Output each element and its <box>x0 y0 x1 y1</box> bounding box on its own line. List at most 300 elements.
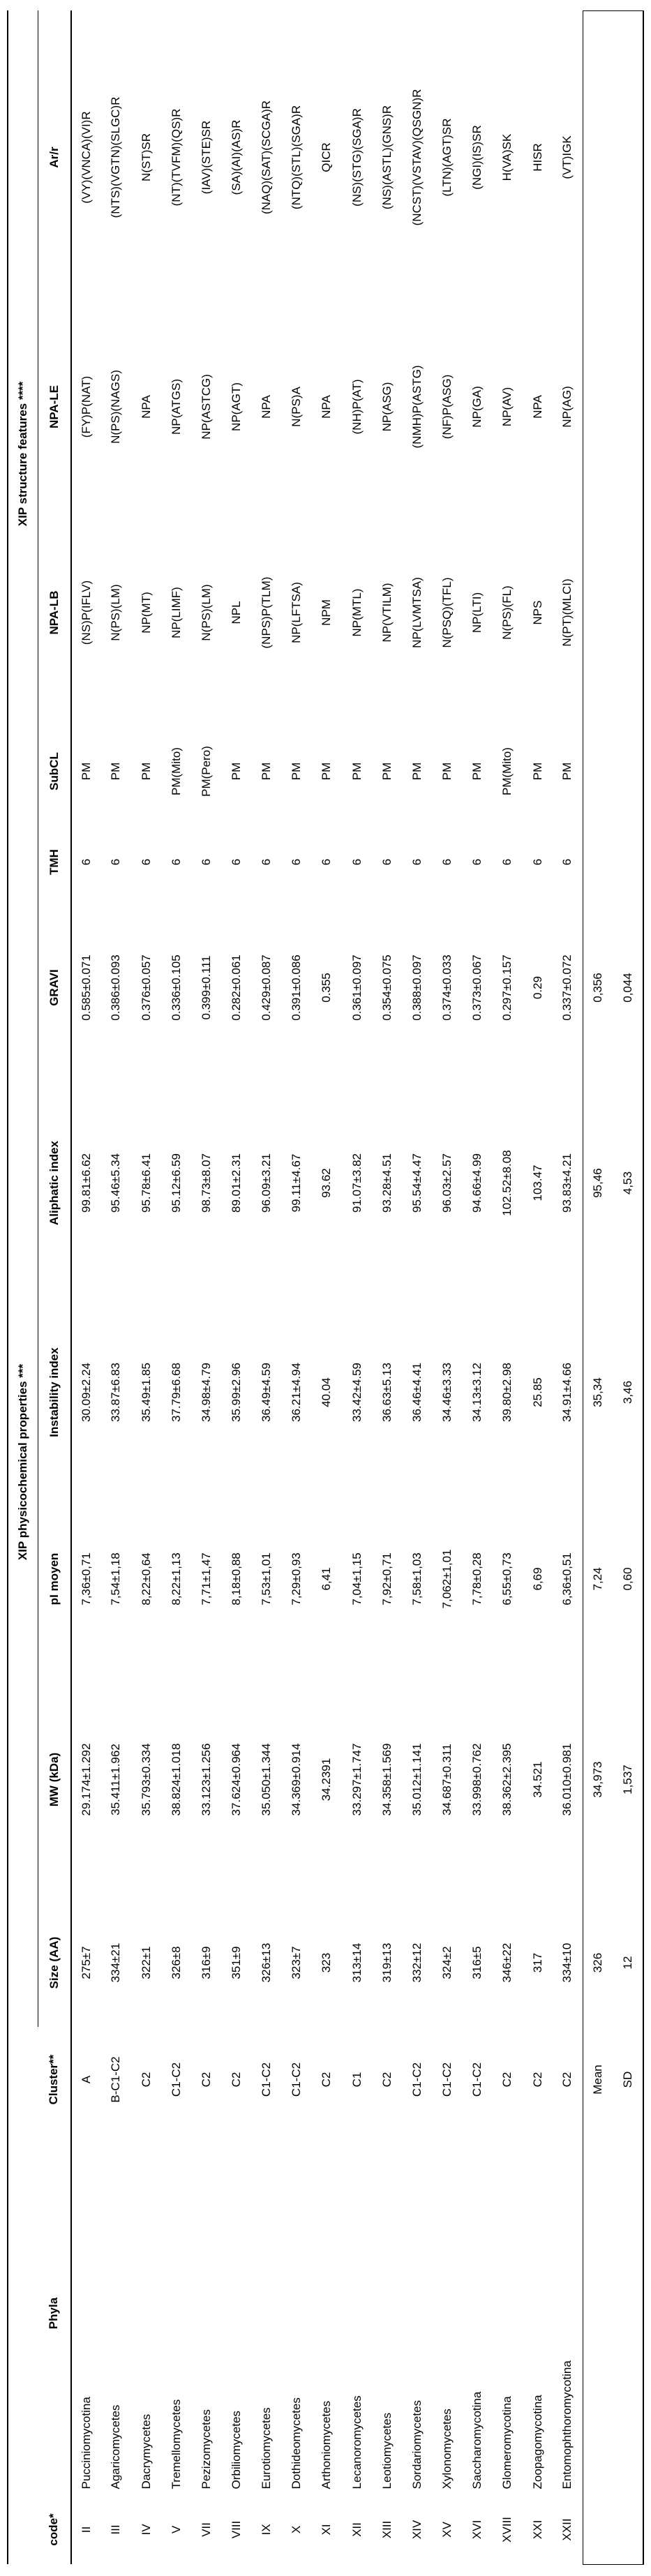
table-cell: 0.399±0.111 <box>199 955 213 1020</box>
table-cell: 6 <box>169 858 183 866</box>
group-header-row <box>8 10 38 2564</box>
table-cell: 6,36±0,51 <box>560 1552 574 1605</box>
table-cell: 7,71±1,47 <box>199 1552 213 1605</box>
table-cell: 12 <box>613 1899 643 2028</box>
table-cell: (NTQ)(STL)(SGA)R <box>290 105 304 210</box>
table-cell: NP(VTILM) <box>380 583 394 643</box>
table-cell: 0,356 <box>583 897 613 1079</box>
table-cell: 7,24 <box>583 1497 613 1661</box>
table-cell: NP(LTI) <box>470 592 484 634</box>
table-cell: (NS)(STG)(SGA)R <box>350 108 364 207</box>
table-cell: C1-C2 <box>260 2062 274 2097</box>
table-cell: 0.391±0.086 <box>290 954 304 1021</box>
table-cell: 35.411±1.962 <box>109 1744 123 1815</box>
table-cell: (NTS)(VGTN)(SLGC)R <box>109 96 123 218</box>
table-cell: 99.81±6.62 <box>79 1153 93 1213</box>
table-cell: VII <box>199 2522 213 2537</box>
table-cell: 89.01±2.31 <box>230 1153 244 1213</box>
table-cell: 275±7 <box>79 1946 93 1979</box>
table-cell: C1-C2 <box>440 2062 454 2097</box>
table-cell: NP(ASG) <box>380 382 394 432</box>
phyla-cell: Entomophthoromycotina <box>560 2360 574 2489</box>
table-cell: NP(MTL) <box>350 588 364 637</box>
table-cell: C1-C2 <box>410 2062 424 2097</box>
table-cell: 6 <box>320 858 334 866</box>
table-cell: 6 <box>260 858 274 866</box>
table-cell: C2 <box>139 2072 153 2088</box>
table-cell: 0.373±0.067 <box>470 954 484 1021</box>
table-cell: 317 <box>530 1952 544 1973</box>
phyla-cell: Leotiomycetes <box>380 2412 394 2489</box>
phyla-cell <box>583 2132 613 2495</box>
table-cell: 35.793±0.334 <box>139 1743 153 1816</box>
group-header-spacer <box>8 2028 38 2565</box>
table-cell: N(PT)(MLCI) <box>560 578 574 647</box>
table-row <box>342 10 372 2564</box>
table-cell: (NH)P(AT) <box>350 379 364 435</box>
table-cell: PM <box>230 762 244 781</box>
table-cell: (SA)(AI)(AS)R <box>230 119 244 195</box>
table-cell: N(PS)(NAGS) <box>109 370 123 444</box>
table-row <box>71 10 101 2564</box>
table-cell: 95.46±5.34 <box>109 1153 123 1213</box>
table-cell: III <box>109 2524 123 2535</box>
phyla-cell: Xylonomycetes <box>440 2409 454 2489</box>
table-row <box>131 10 161 2564</box>
table-cell: PM <box>290 762 304 781</box>
phyla-cell: Glomeromycotina <box>500 2396 514 2489</box>
phyla-cell: Sordariomycetes <box>410 2399 424 2489</box>
table-cell: 323±7 <box>290 1946 304 1979</box>
table-cell: 0.361±0.097 <box>350 954 364 1021</box>
table-cell: (NMH)P(ASTG) <box>410 365 424 449</box>
table-cell: 7,04±1,15 <box>350 1552 364 1605</box>
table-row <box>252 10 282 2564</box>
table-cell: 334±21 <box>109 1942 123 1983</box>
table-cell: PM <box>109 762 123 781</box>
table-cell: NP(LVMTSA) <box>410 577 424 648</box>
table-cell: 326 <box>583 1899 613 2028</box>
table-cell: A <box>79 2075 93 2084</box>
table-cell: 332±12 <box>410 1942 424 1983</box>
table-cell: 351±9 <box>230 1946 244 1979</box>
table-cell: PM <box>139 762 153 781</box>
table-cell <box>583 716 613 828</box>
table-header <box>8 10 71 2564</box>
table-cell: 96.03±2.57 <box>440 1153 454 1213</box>
table-cell: 6 <box>500 858 514 866</box>
table-cell: N(PS)A <box>290 387 304 427</box>
table-cell: 316±9 <box>199 1946 213 1979</box>
table-cell: V <box>169 2525 183 2534</box>
table-cell: 0.336±0.105 <box>169 954 183 1021</box>
table-cell: 0,044 <box>613 897 643 1079</box>
table-cell: 8,22±0,64 <box>139 1552 153 1605</box>
table-cell: (LTN)(AGT)SR <box>440 118 454 197</box>
table-cell: C1-C2 <box>290 2062 304 2097</box>
table-cell: VIII <box>230 2520 244 2539</box>
table-cell: 346±22 <box>500 1942 514 1983</box>
phyla-cell <box>613 2132 643 2495</box>
table-cell: N(PS)(FL) <box>500 585 514 640</box>
table-cell: 95.78±6.41 <box>139 1153 153 1213</box>
table-cell <box>583 510 613 716</box>
table-cell: 7,58±1,03 <box>410 1552 424 1605</box>
table-cell: 6 <box>380 858 394 866</box>
table-cell: PM <box>440 762 454 781</box>
table-cell <box>613 10 643 304</box>
table-cell: H(VA)SK <box>500 133 514 181</box>
table-cell: 334±10 <box>560 1942 574 1983</box>
table-row <box>493 10 523 2564</box>
table-cell: N(ST)SR <box>139 133 153 181</box>
table-cell: NPA <box>139 395 153 419</box>
table-cell: C1 <box>350 2072 364 2088</box>
table-cell: XI <box>320 2524 334 2536</box>
table-cell: 7,29±0,93 <box>290 1552 304 1605</box>
table-cell: 93.28±4.51 <box>380 1153 394 1213</box>
table-cell: NP(ATGS) <box>169 379 183 435</box>
table-cell: 7,92±0,71 <box>380 1552 394 1605</box>
table-cell: 37.79±6.68 <box>169 1363 183 1422</box>
table-cell: 322±1 <box>139 1946 153 1979</box>
table-cell: 0.374±0.033 <box>440 954 454 1021</box>
column-header: Size (AA) <box>38 1899 72 2028</box>
table-cell: XVIII <box>500 2517 514 2543</box>
table-cell: (VT)IGK <box>560 135 574 179</box>
table-cell: 34.2391 <box>320 1758 334 1802</box>
table-cell: 36.49±4.59 <box>260 1363 274 1422</box>
table-cell: QICR <box>320 142 334 172</box>
table-cell: 34.687±0.311 <box>440 1744 454 1815</box>
table-cell: 30.09±2.24 <box>79 1363 93 1422</box>
table-cell: 6 <box>560 858 574 866</box>
table-cell: PM(Mito) <box>169 747 183 795</box>
table-row <box>222 10 252 2564</box>
table-cell: NP(GA) <box>470 386 484 428</box>
table-cell: C2 <box>500 2072 514 2088</box>
table-cell: 326±13 <box>260 1942 274 1983</box>
table-cell: 93.83±4.21 <box>560 1153 574 1213</box>
table-cell: 3,46 <box>613 1288 643 1497</box>
table-cell: 6,55±0,73 <box>500 1552 514 1605</box>
table-cell: (NGI)(IS)SR <box>470 125 484 190</box>
table-cell: 102.52±8.08 <box>500 1150 514 1216</box>
table-cell: XIV <box>410 2519 424 2540</box>
table-cell: 34.369±0.914 <box>290 1743 304 1816</box>
table-cell: NP(LFTSA) <box>290 582 304 643</box>
table-cell: 94.66±4.99 <box>470 1153 484 1213</box>
table-cell: HISR <box>530 143 544 172</box>
table-cell: NPL <box>230 601 244 624</box>
table-cell: (NAQ)(SAT)(SCGA)R <box>260 100 274 215</box>
table-cell: NPS <box>530 600 544 625</box>
table-cell: 0.297±0.157 <box>500 954 514 1021</box>
column-header: TMH <box>38 828 72 897</box>
column-header: Phyla <box>38 2132 72 2495</box>
table-cell: C1-C2 <box>470 2062 484 2097</box>
table-cell: (VY)(VNCA)(VI)R <box>79 111 93 204</box>
table-body <box>71 10 643 2564</box>
table-cell: (NT)(TVFM)(QS)R <box>169 108 183 207</box>
phyla-cell: Dacrymycetes <box>139 2413 153 2489</box>
table-cell: 6 <box>530 858 544 866</box>
table-cell: 33.998±0.762 <box>470 1743 484 1816</box>
phyla-cell: Eurotiomycetes <box>260 2407 274 2489</box>
table-cell: 35.012±1.141 <box>410 1743 424 1816</box>
table-cell: NPA <box>530 395 544 419</box>
table-cell: 6 <box>410 858 424 866</box>
table-cell: C2 <box>320 2072 334 2088</box>
table-cell: 6 <box>230 858 244 866</box>
table-row <box>101 10 131 2564</box>
table-cell: C2 <box>199 2072 213 2088</box>
table-cell: NP(ASTCG) <box>199 374 213 440</box>
table-cell: 25.85 <box>530 1377 544 1407</box>
column-header: Aliphatic index <box>38 1079 72 1288</box>
table-cell <box>613 510 643 716</box>
column-header-row <box>38 10 72 2564</box>
table-cell: 316±5 <box>470 1946 484 1979</box>
table-cell: 39.80±2.98 <box>500 1363 514 1422</box>
table-cell: 7,062±1,01 <box>440 1549 454 1609</box>
table-cell: PM <box>320 762 334 781</box>
table-cell: 38.824±1.018 <box>169 1743 183 1816</box>
table-cell: 1,537 <box>613 1661 643 1899</box>
xip-properties-table <box>7 10 644 2565</box>
table-cell: (FY)P(NAT) <box>79 375 93 438</box>
table-cell: C2 <box>560 2072 574 2088</box>
column-header: NPA-LB <box>38 510 72 716</box>
table-cell: 96.09±3.21 <box>260 1153 274 1213</box>
phyla-cell: Zoopagomycotina <box>530 2395 544 2489</box>
table-cell: 0.29 <box>530 975 544 1000</box>
table-cell: 0.354±0.075 <box>380 954 394 1021</box>
column-header: Instability index <box>38 1288 72 1497</box>
table-cell: 323 <box>320 1952 334 1973</box>
phyla-cell: Lecanoromycetes <box>350 2395 364 2489</box>
table-cell: (NS)(ASTL)(GNS)R <box>380 105 394 210</box>
table-cell: 34,973 <box>583 1661 613 1899</box>
table-cell: 6 <box>109 858 123 866</box>
table-cell: 34.358±1.569 <box>380 1743 394 1816</box>
table-row <box>161 10 191 2564</box>
table-cell: 34.91±4.66 <box>560 1363 574 1422</box>
phyla-cell: Dothideomycetes <box>290 2397 304 2489</box>
phyla-cell: Orbiliomycetes <box>230 2411 244 2489</box>
table-cell: 0.355 <box>320 973 334 1003</box>
table-cell: 34.98±4.79 <box>199 1363 213 1422</box>
table-cell: X <box>290 2525 304 2534</box>
table-cell: 6,41 <box>320 1567 334 1591</box>
table-cell: 36.63±5.13 <box>380 1363 394 1422</box>
table-cell: 8,18±0,88 <box>230 1552 244 1605</box>
table-cell: N(PS)(LM) <box>109 584 123 641</box>
table-row <box>523 10 553 2564</box>
table-cell: PM <box>79 762 93 781</box>
table-cell: NP(AGT) <box>230 382 244 431</box>
table-cell: II <box>79 2526 93 2533</box>
table-cell: NP(MT) <box>139 592 153 634</box>
table-cell: 40.04 <box>320 1377 334 1407</box>
table-cell <box>583 2495 613 2565</box>
table-cell: 91.07±3.82 <box>350 1153 364 1213</box>
table-cell: 33.87±6.83 <box>109 1363 123 1422</box>
table-cell: 36.21±4.94 <box>290 1363 304 1422</box>
column-header: NPA-LE <box>38 304 72 510</box>
table-cell: 93.62 <box>320 1168 334 1198</box>
table-cell: 319±13 <box>380 1942 394 1983</box>
table-cell: 6 <box>350 858 364 866</box>
table-cell <box>583 304 613 510</box>
table-cell: IX <box>260 2524 274 2536</box>
column-header: code* <box>38 2495 72 2565</box>
table-cell: 95,46 <box>583 1079 613 1288</box>
table-cell: 36.010±0.981 <box>560 1743 574 1816</box>
table-cell: Mean <box>583 2028 613 2132</box>
table-cell: C1-C2 <box>169 2062 183 2097</box>
table-row <box>463 10 493 2564</box>
table-cell: C2 <box>530 2072 544 2088</box>
table-cell: PM(Pero) <box>199 746 213 797</box>
table-cell: PM <box>350 762 364 781</box>
column-header: Ar/r <box>38 10 72 304</box>
table-cell: B-C1-C2 <box>109 2056 123 2103</box>
table-cell: 0.585±0.071 <box>79 954 93 1021</box>
column-header: Cluster** <box>38 2028 72 2132</box>
table-cell: 38.362±2.395 <box>500 1743 514 1816</box>
phyla-cell: Agaricomycetes <box>109 2404 123 2489</box>
phyla-cell: Pucciniomycotina <box>79 2397 93 2489</box>
table-cell: 6,69 <box>530 1567 544 1591</box>
table-cell: 6 <box>199 858 213 866</box>
table-cell: 34.521 <box>530 1761 544 1798</box>
table-cell: 0.388±0.097 <box>410 954 424 1021</box>
table-cell: SD <box>613 2028 643 2132</box>
phyla-cell: Tremellomycetes <box>169 2399 183 2489</box>
table-cell: 95.12±6.59 <box>169 1153 183 1213</box>
table-cell <box>613 2495 643 2565</box>
table-cell: C2 <box>230 2072 244 2088</box>
table-cell: 7,36±0,71 <box>79 1552 93 1605</box>
table-cell: 34.13±3.12 <box>470 1363 484 1422</box>
table-cell: 7,54±1,18 <box>109 1552 123 1605</box>
table-cell: XII <box>350 2522 364 2537</box>
table-cell: NP(LIMF) <box>169 587 183 638</box>
column-header: MW (kDa) <box>38 1661 72 1899</box>
table-cell: 8,22±1,13 <box>169 1552 183 1605</box>
table-cell: 6 <box>470 858 484 866</box>
table-cell <box>613 304 643 510</box>
table-cell: 33.297±1.747 <box>350 1743 364 1816</box>
table-cell: 103.47 <box>530 1165 544 1201</box>
table-cell: XXI <box>530 2519 544 2540</box>
table-cell: XV <box>440 2522 454 2538</box>
phyla-cell: Pezizomycetes <box>199 2409 213 2489</box>
table-cell: PM <box>560 762 574 781</box>
table-cell: 0.282±0.061 <box>230 954 244 1021</box>
phyla-cell: Saccharomycotina <box>470 2391 484 2489</box>
table-cell: 6 <box>440 858 454 866</box>
group-header: XIP physicochemical properties *** <box>8 897 38 2028</box>
table-row <box>403 10 433 2564</box>
table-cell: NPA <box>320 395 334 419</box>
table-row <box>373 10 403 2564</box>
table-cell: 35.49±1.85 <box>139 1363 153 1422</box>
table-cell: 29.174±1.292 <box>79 1743 93 1816</box>
table-cell: 7,78±0,28 <box>470 1552 484 1605</box>
table-cell: PM <box>470 762 484 781</box>
table-cell: 99.11±4.67 <box>290 1153 304 1213</box>
table-cell: 7,53±1,01 <box>260 1552 274 1605</box>
table-cell: (NCST)(VSTAV)(QSGN)R <box>410 89 424 226</box>
table-cell: 0.386±0.093 <box>109 954 123 1021</box>
column-header: SubCL <box>38 716 72 828</box>
mean-row <box>583 10 613 2564</box>
table-cell: PM <box>380 762 394 781</box>
table-cell: NPM <box>320 599 334 626</box>
table-cell: (IAV)(STE)SR <box>199 120 213 195</box>
table-cell: 313±14 <box>350 1942 364 1983</box>
table-row <box>433 10 463 2564</box>
table-row <box>553 10 583 2564</box>
table-cell: 0.376±0.057 <box>139 954 153 1021</box>
table-cell <box>583 828 613 897</box>
table-cell: 6 <box>139 858 153 866</box>
column-header: GRAVI <box>38 897 72 1079</box>
table-cell <box>583 10 613 304</box>
table-cell: 6 <box>79 858 93 866</box>
table-cell: 0.429±0.087 <box>260 954 274 1021</box>
table-cell: 4,53 <box>613 1079 643 1288</box>
sd-row <box>613 10 643 2564</box>
table-cell: (NF)P(ASG) <box>440 374 454 440</box>
table-cell: 34.46±3.33 <box>440 1363 454 1422</box>
table-cell: PM <box>410 762 424 781</box>
table-cell: 98.73±8.07 <box>199 1153 213 1213</box>
table-cell: XVI <box>470 2519 484 2540</box>
table-cell: 35.99±2.96 <box>230 1363 244 1422</box>
table-cell: XIII <box>380 2520 394 2539</box>
table-row <box>192 10 222 2564</box>
table-cell: NP(AV) <box>500 387 514 427</box>
phyla-cell: Arthoniomycetes <box>320 2400 334 2489</box>
group-header: XIP structure features **** <box>8 10 38 897</box>
table-cell: 0,60 <box>613 1497 643 1661</box>
table-cell: 6 <box>290 858 304 866</box>
table-cell: 36.46±4.41 <box>410 1363 424 1422</box>
table-cell: PM(Mito) <box>500 747 514 795</box>
table-cell <box>613 828 643 897</box>
table-cell: N(PSQ)(TFL) <box>440 577 454 648</box>
table-cell: PM <box>260 762 274 781</box>
table-cell: NPA <box>260 395 274 419</box>
table-cell: NP(AG) <box>560 386 574 428</box>
table-cell: 95.54±4.47 <box>410 1153 424 1213</box>
table-cell: (NS)P(IFLV) <box>79 580 93 645</box>
table-cell: C2 <box>380 2072 394 2088</box>
table-cell: IV <box>139 2524 153 2536</box>
table-cell: 35,34 <box>583 1288 613 1497</box>
column-header: pI moyen <box>38 1497 72 1661</box>
table-cell: 35.050±1.344 <box>260 1743 274 1816</box>
table-cell: 324±2 <box>440 1946 454 1979</box>
table-cell: XXII <box>560 2518 574 2541</box>
table-cell: 37.624±0.964 <box>230 1743 244 1816</box>
table-cell <box>613 716 643 828</box>
table-cell: 326±8 <box>169 1946 183 1979</box>
table-cell: 33.42±4.59 <box>350 1363 364 1422</box>
